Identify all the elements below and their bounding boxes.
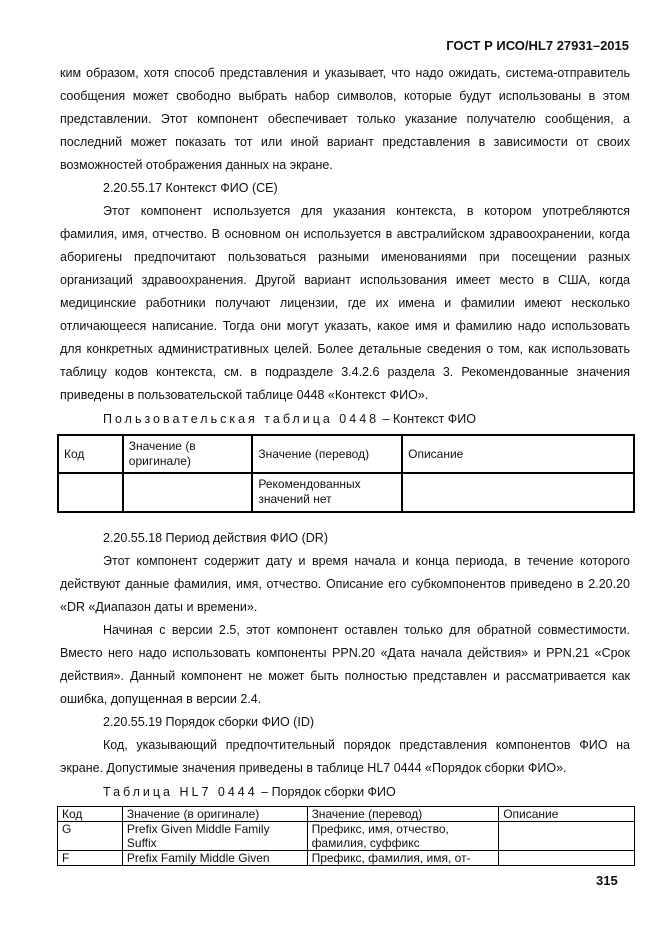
- section-heading: 2.20.55.19 Порядок сборки ФИО (ID): [103, 715, 315, 729]
- table-cell: [499, 851, 635, 866]
- table-header-row: [58, 435, 634, 473]
- table-cell: Префикс, фамилия, имя, от-: [307, 851, 499, 866]
- table-cell: [58, 473, 123, 512]
- paragraph: Этот компонент используется для указания контекста, в котором употребляются фамилия, имя, отчество. В основном он используется в австралийском здравоохранении, когда аборигены предпочитают пользоваться разными именованиями при посещении разных организаций здравоохранения. Другой вариант использования имеет место в США, когда медицинские работники получают лицензии, где их имена и фамилии имеют несколько отличающееся написание. Тогда они могут указать, какое имя и фамилию надо использовать для конкретных административных целей. Более детальные сведения о том, как использовать таблицу кодов контекста, см. в подразделе 3.4.2.6 раздела 3. Рекомендованные значения приведены в пользовательской таблице 0448 «Контекст ФИО».: [60, 204, 630, 402]
- table-caption: [60, 781, 630, 804]
- table-cell: G: [58, 822, 123, 851]
- header-cell: Код: [58, 807, 123, 822]
- table-0444: [57, 806, 635, 866]
- table-cell: [402, 473, 634, 512]
- section-heading: 2.20.55.18 Период действия ФИО (DR): [103, 531, 328, 545]
- table-row: [58, 851, 635, 866]
- table-cell: Prefix Given Middle Family Suffix: [122, 822, 307, 851]
- page-number: 315: [596, 873, 618, 888]
- table-caption-title: – Контекст ФИО: [379, 412, 476, 426]
- document-header: ГОСТ Р ИСО/HL7 27931–2015: [446, 38, 629, 53]
- paragraph: Этот компонент содержит дату и время начала и конца периода, в течение которого действуют данные фамилия, имя, отчество. Описание его субкомпонентов приведено в 2.20.20 «DR «Диапазон даты и времени».: [60, 554, 630, 614]
- paragraph: Код, указывающий предпочтительный порядок представления компонентов ФИО на экране. Допустимые значения приведены в таблице HL7 0444 «Порядок сборки ФИО».: [60, 738, 630, 775]
- header-cell: Описание: [499, 807, 635, 822]
- header-cell: Описание: [402, 435, 634, 473]
- header-cell: Значение (в оригинале): [122, 807, 307, 822]
- table-row: [58, 473, 634, 512]
- section-heading: 2.20.55.17 Контекст ФИО (CE): [103, 181, 278, 195]
- paragraph: Начиная с версии 2.5, этот компонент оставлен только для обратной совместимости. Вместо него надо использовать компоненты PPN.20 «Дата начала действия» и PPN.21 «Срок действия». Данный компонент не может быть полностью представлен и рассматривается как ошибка, допущенная в версии 2.4.: [60, 623, 630, 706]
- paragraph: ким образом, хотя способ представления и указывает, что надо ожидать, система-отправитель сообщения может свободно выбрать набор символов, которые будут использованы в этом представлении. Этот компонент обеспечивает только указание получателю сообщения, а последний может показать тот или иной вариант представления в зависимости от своих возможностей отображения данных на экране.: [60, 66, 630, 172]
- table-cell: [499, 822, 635, 851]
- table-caption-label: Таблица HL7 0444: [103, 785, 258, 799]
- page-body: [60, 62, 630, 866]
- table-cell: Prefix Family Middle Given: [122, 851, 307, 866]
- table-cell: Рекомендованных значений нет: [252, 473, 402, 512]
- table-cell: Префикс, имя, отчество, фамилия, суффикс: [307, 822, 499, 851]
- table-caption-label: Пользовательская таблица 0448: [103, 412, 380, 426]
- table-cell: F: [58, 851, 123, 866]
- table-row: [58, 822, 635, 851]
- header-cell: Значение (в оригинале): [123, 435, 253, 473]
- table-header-row: [58, 807, 635, 822]
- table-caption: [60, 408, 630, 431]
- header-cell: Значение (перевод): [307, 807, 499, 822]
- table-0448: [57, 434, 635, 513]
- table-caption-title: – Порядок сборки ФИО: [257, 785, 396, 799]
- header-cell: Код: [58, 435, 123, 473]
- table-cell: [123, 473, 253, 512]
- header-cell: Значение (перевод): [252, 435, 402, 473]
